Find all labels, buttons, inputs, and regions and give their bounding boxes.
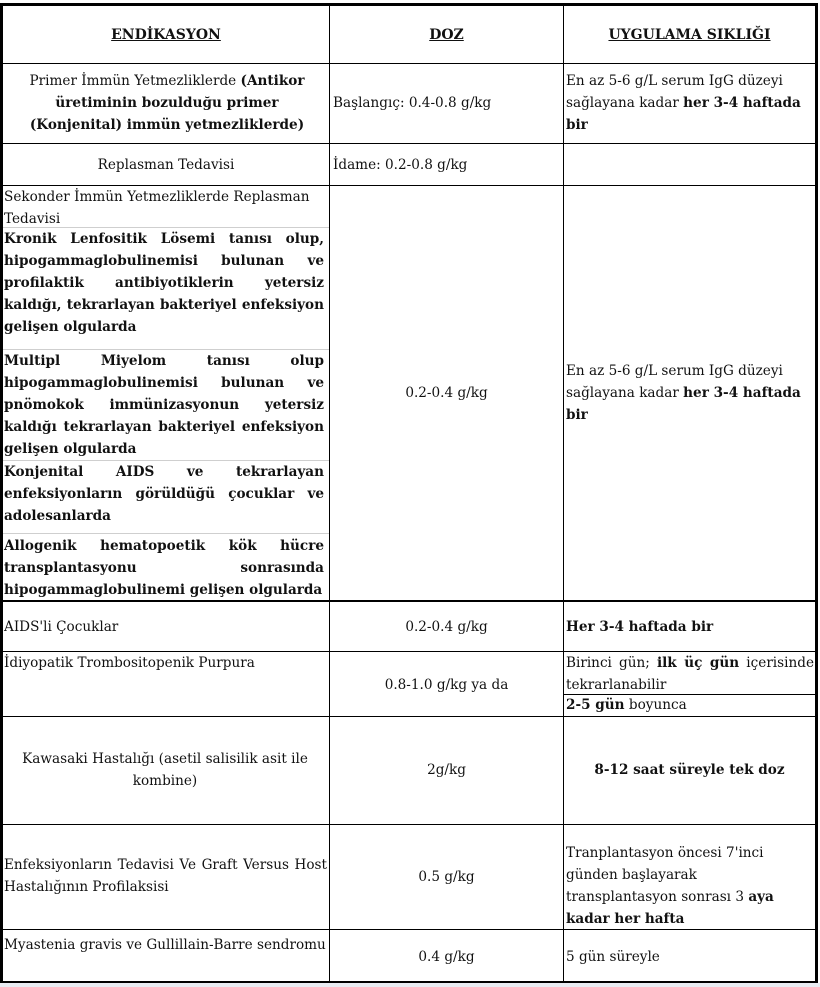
frequency-bold-text: her 3-4 haftada bir <box>566 385 801 423</box>
row-divider <box>0 824 818 825</box>
row-gvhd-frequency <box>566 842 806 930</box>
row-kawasaki-frequency: 8-12 saat süreyle tek doz <box>594 762 785 778</box>
frequency-bold-text: her 3-4 haftada bir <box>566 95 801 133</box>
row-primary-immunodeficiency-frequency <box>566 70 806 136</box>
row-divider <box>0 63 818 64</box>
row-gvhd-indication: Enfeksiyonların Tedavisi Ve Graft Versus Host Hastalığının Profilaksisi <box>4 857 327 895</box>
row-myasthenia-frequency: 5 gün süreyle <box>566 949 660 965</box>
row-itp-frequency-1 <box>566 652 814 696</box>
frequency-text: Tranplantasyon öncesi 7'inci günden başlayarak transplantasyon sonrası 3 <box>566 845 764 905</box>
indication-bold-text: (Antikor üretiminin bozulduğu primer (Konjenital) immün yetmezliklerde) <box>29 73 305 133</box>
row-itp-dose: 0.8-1.0 g/kg ya da <box>384 677 509 693</box>
row-secondary-immunodeficiency-dose: 0.2-0.4 g/kg <box>405 385 488 401</box>
row-secondary-immunodeficiency-frequency <box>566 360 806 426</box>
frequency-text: Birinci gün; <box>566 655 657 671</box>
row-replacement-dose: İdame: 0.2-0.8 g/kg <box>333 157 468 173</box>
frequency-text: En az 5-6 g/L serum IgG düzeyi sağlayana kadar <box>566 363 783 401</box>
frequency-bold-text: aya kadar her hafta <box>566 889 774 927</box>
row-gvhd-dose: 0.5 g/kg <box>418 869 475 885</box>
column-divider <box>563 3 564 984</box>
row-aids-children-indication: AIDS'li Çocuklar <box>4 619 119 635</box>
row-itp-indication: İdiyopatik Trombositopenik Purpura <box>4 655 255 671</box>
sub-indication-multiple-myeloma: Multipl Miyelom tanısı olup hipogammaglobulinemisi bulunan ve pnömokok immünizasyonun yetersiz kaldığı tekrarlayan bakteriyel enfeksiyon gelişen olgularda <box>4 353 324 457</box>
table-top-border <box>0 3 818 6</box>
header-indication: ENDİKASYON <box>111 27 221 43</box>
table-left-border <box>0 3 3 984</box>
row-myasthenia-indication <box>4 934 327 956</box>
header-frequency: UYGULAMA SIKLIĞI <box>608 27 771 43</box>
table-right-border <box>815 3 818 984</box>
row-myasthenia-dose: 0.4 g/kg <box>418 949 475 965</box>
sub-indication-allogeneic-transplant: Allogenik hematopoetik kök hücre transplantasyonu sonrasında hipogammaglobulinemi gelişen olgularda <box>4 538 324 598</box>
frequency-bold-text: ilk üç gün <box>656 655 740 671</box>
sub-indication-kll: Kronik Lenfositik Lösemi tanısı olup, hipogammaglobulinemisi bulunan ve profilaktik antibiyotiklerin yetersiz kaldığı, tekrarlayan bakteriyel enfeksiyon gelişen olgularda <box>4 231 324 335</box>
row-primary-immunodeficiency-dose: Başlangıç: 0.4-0.8 g/kg <box>333 95 492 111</box>
frequency-text: boyunca <box>624 697 687 713</box>
indication-text: Primer İmmün Yetmezliklerde <box>29 73 241 89</box>
row-divider <box>0 143 818 144</box>
row-replacement-indication: Replasman Tedavisi <box>97 157 235 173</box>
row-kawasaki-dose: 2g/kg <box>427 762 466 778</box>
row-primary-immunodeficiency-indication <box>14 70 320 136</box>
frequency-bold-text: 2-5 gün <box>566 697 625 713</box>
sub-divider <box>2 533 329 534</box>
row-secondary-immunodeficiency-title: Sekonder İmmün Yetmezliklerde Replasman Tedavisi <box>4 189 310 227</box>
column-divider <box>329 3 330 984</box>
frequency-text: En az 5-6 g/L serum IgG düzeyi sağlayana kadar <box>566 73 783 111</box>
header-dose: DOZ <box>429 27 464 43</box>
frequency-text: içerisinde tekrarlanabilir <box>566 655 814 693</box>
row-aids-children-dose: 0.2-0.4 g/kg <box>405 619 488 635</box>
row-divider <box>0 716 818 717</box>
sub-indication-congenital-aids: Konjenital AIDS ve tekrarlayan enfeksiyonların görüldüğü çocuklar ve adolesanlarda <box>4 464 324 524</box>
indication-text: Myastenia gravis ve Gullillain-Barre sendromu <box>4 937 326 953</box>
row-aids-children-frequency: Her 3-4 haftada bir <box>566 619 714 635</box>
row-kawasaki-indication: Kawasaki Hastalığı (asetil salisilik asit ile kombine) <box>22 751 308 789</box>
window-bottom-strip <box>0 983 820 987</box>
row-itp-frequency-2 <box>566 695 814 715</box>
